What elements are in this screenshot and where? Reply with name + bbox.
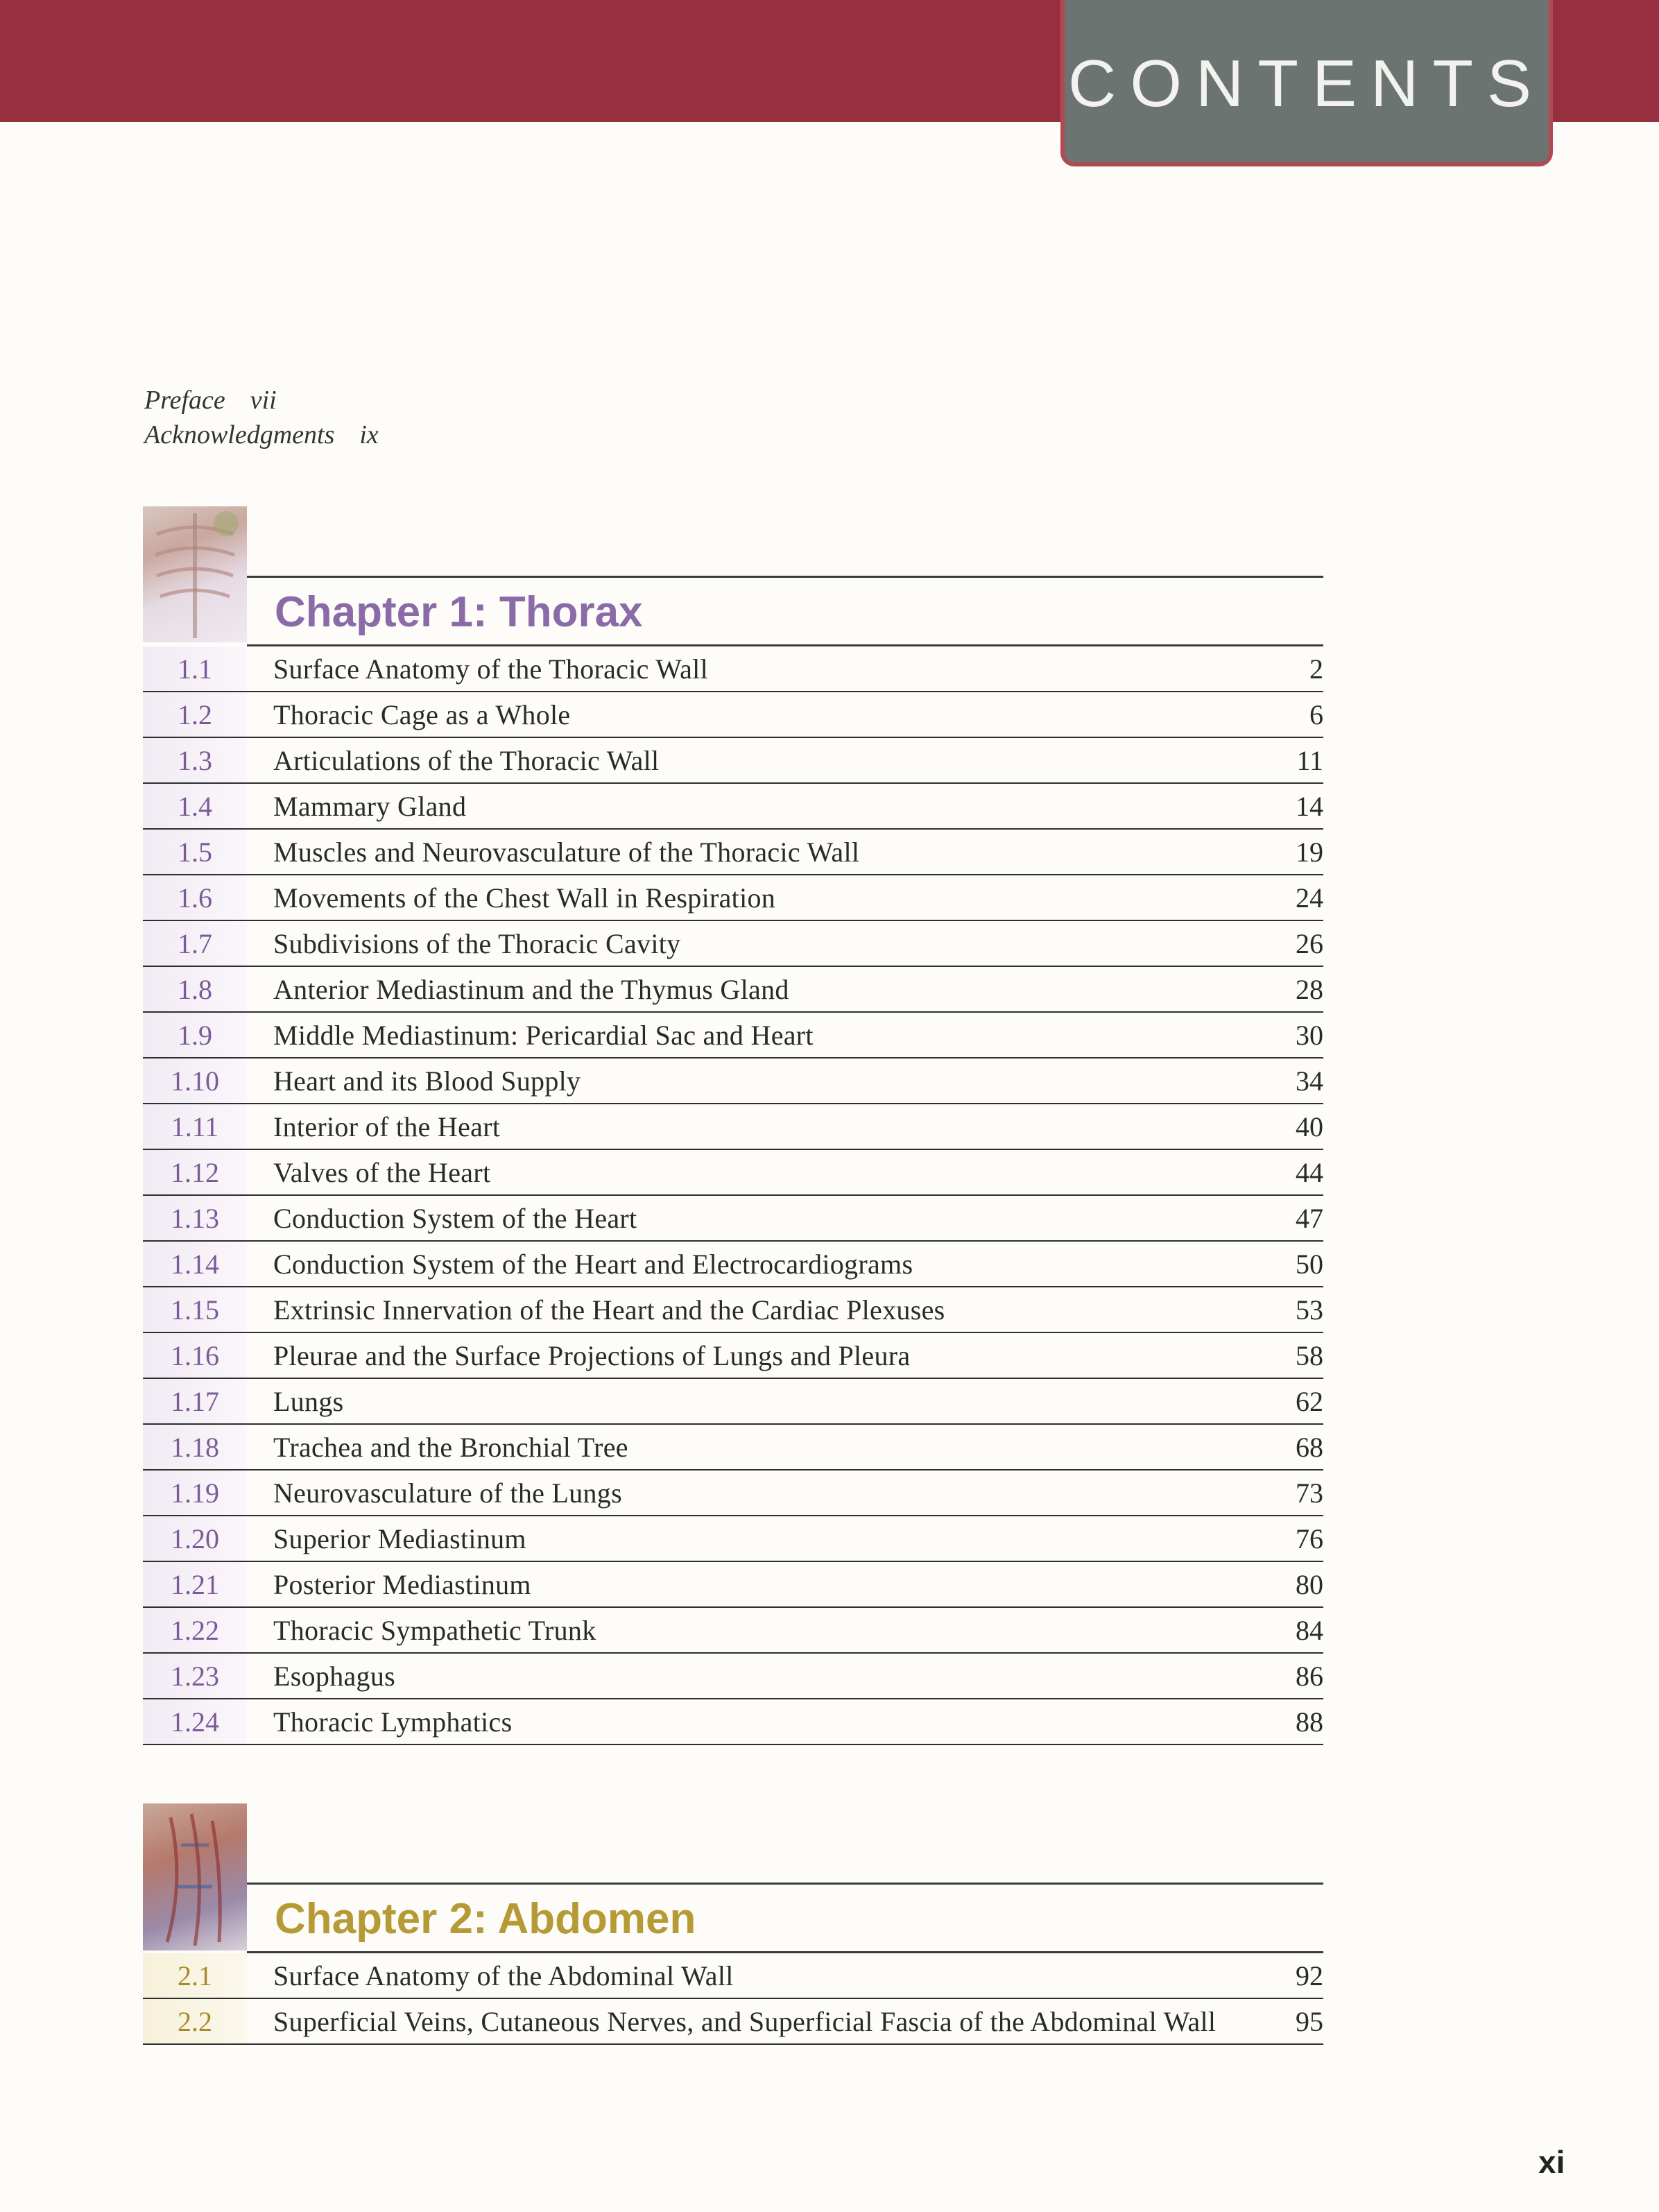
- toc-entry[interactable]: [143, 1196, 1323, 1242]
- entry-number: 1.7: [143, 921, 247, 966]
- entry-page: 6: [1309, 699, 1323, 730]
- entry-number: 1.24: [143, 1699, 247, 1744]
- entry-page: 50: [1296, 1249, 1323, 1280]
- entry-page: 30: [1296, 1020, 1323, 1051]
- toc-entry[interactable]: [143, 1425, 1323, 1471]
- entry-title: Superficial Veins, Cutaneous Nerves, and Superficial Fascia of the Abdominal Wall: [273, 2006, 1217, 2037]
- chapter-heading: [247, 1883, 1323, 1953]
- entry-page: 84: [1296, 1615, 1323, 1646]
- entry-title: Conduction System of the Heart: [273, 1203, 637, 1234]
- chapter-heading: [247, 576, 1323, 646]
- entry-number: 1.17: [143, 1379, 247, 1423]
- toc-entry[interactable]: [143, 1287, 1323, 1333]
- entry-page: 2: [1309, 653, 1323, 685]
- entry-page: 47: [1296, 1203, 1323, 1234]
- toc-entry[interactable]: [143, 646, 1323, 692]
- entry-page: 28: [1296, 974, 1323, 1005]
- toc-entry[interactable]: [143, 692, 1323, 738]
- toc-entry[interactable]: [143, 1608, 1323, 1654]
- entry-number: 1.2: [143, 692, 247, 737]
- entry-title: Articulations of the Thoracic Wall: [273, 745, 660, 776]
- entry-title: Superior Mediastinum: [273, 1523, 526, 1554]
- entry-page: 76: [1296, 1523, 1323, 1554]
- entry-number: 1.16: [143, 1333, 247, 1378]
- contents-tab: [1065, 0, 1549, 162]
- toc-entry[interactable]: [143, 738, 1323, 784]
- entry-page: 88: [1296, 1706, 1323, 1738]
- entry-number: 1.10: [143, 1058, 247, 1103]
- chapter-entries: [143, 646, 1323, 1745]
- toc-entry[interactable]: [143, 1242, 1323, 1287]
- toc-entry[interactable]: [143, 1013, 1323, 1058]
- entry-page: 68: [1296, 1432, 1323, 1463]
- entry-title: Extrinsic Innervation of the Heart and the Cardiac Plexuses: [273, 1294, 945, 1326]
- toc-entry[interactable]: [143, 1953, 1323, 1999]
- entry-page: 53: [1296, 1294, 1323, 1326]
- toc-entry[interactable]: [143, 1999, 1323, 2045]
- entry-page: 14: [1296, 791, 1323, 822]
- entry-title: Trachea and the Bronchial Tree: [273, 1432, 628, 1463]
- chapter-title: Chapter 1: Thorax: [275, 588, 643, 636]
- toc-entry[interactable]: [143, 830, 1323, 875]
- chapter-thumbnail-image: [143, 506, 247, 642]
- entry-number: 1.13: [143, 1196, 247, 1240]
- entry-number: 1.3: [143, 738, 247, 782]
- entry-title: Conduction System of the Heart and Electrocardiograms: [273, 1249, 913, 1280]
- entry-number: 1.1: [143, 646, 247, 691]
- entry-title: Anterior Mediastinum and the Thymus Gland: [273, 974, 789, 1005]
- entry-number: 1.6: [143, 875, 247, 920]
- toc-entry[interactable]: [143, 875, 1323, 921]
- front-matter-page: vii: [250, 386, 277, 415]
- front-matter: [144, 383, 379, 452]
- entry-title: Thoracic Cage as a Whole: [273, 699, 571, 730]
- abdomen-illustration-icon: [143, 1803, 247, 1950]
- entry-title: Surface Anatomy of the Abdominal Wall: [273, 1960, 734, 1991]
- entry-number: 1.15: [143, 1287, 247, 1332]
- entry-page: 40: [1296, 1111, 1323, 1142]
- entry-number: 1.8: [143, 967, 247, 1011]
- entry-number: 1.23: [143, 1654, 247, 1698]
- entry-number: 1.18: [143, 1425, 247, 1469]
- entry-page: 11: [1296, 745, 1323, 776]
- entry-title: Surface Anatomy of the Thoracic Wall: [273, 653, 709, 685]
- entry-number: 2.2: [143, 1999, 247, 2043]
- front-matter-item[interactable]: [144, 383, 379, 418]
- toc-entry[interactable]: [143, 1150, 1323, 1196]
- front-matter-label: Acknowledgments: [144, 420, 335, 449]
- entry-title: Thoracic Sympathetic Trunk: [273, 1615, 596, 1646]
- toc-entry[interactable]: [143, 1379, 1323, 1425]
- entry-title: Mammary Gland: [273, 791, 467, 822]
- toc-entry[interactable]: [143, 1104, 1323, 1150]
- chapter-entries: [143, 1953, 1323, 2045]
- entry-number: 1.19: [143, 1471, 247, 1515]
- page-number: xi: [1538, 2144, 1565, 2180]
- entry-page: 34: [1296, 1065, 1323, 1097]
- entry-number: 1.12: [143, 1150, 247, 1194]
- toc-entry[interactable]: [143, 1058, 1323, 1104]
- toc-entry[interactable]: [143, 921, 1323, 967]
- toc-entry[interactable]: [143, 1333, 1323, 1379]
- entry-title: Heart and its Blood Supply: [273, 1065, 581, 1097]
- thorax-illustration-icon: [143, 506, 247, 642]
- entry-number: 1.5: [143, 830, 247, 874]
- entry-page: 44: [1296, 1157, 1323, 1188]
- entry-title: Esophagus: [273, 1661, 396, 1692]
- entry-title: Valves of the Heart: [273, 1157, 491, 1188]
- front-matter-page: ix: [359, 420, 379, 449]
- front-matter-item[interactable]: [144, 418, 379, 452]
- entry-page: 80: [1296, 1569, 1323, 1600]
- toc-entry[interactable]: [143, 1699, 1323, 1745]
- entry-page: 58: [1296, 1340, 1323, 1371]
- toc-entry[interactable]: [143, 967, 1323, 1013]
- chapter-title: Chapter 2: Abdomen: [275, 1895, 696, 1943]
- entry-title: Interior of the Heart: [273, 1111, 501, 1142]
- entry-title: Pleurae and the Surface Projections of Lungs and Pleura: [273, 1340, 911, 1371]
- toc-entry[interactable]: [143, 1471, 1323, 1516]
- page-title: CONTENTS: [1068, 46, 1545, 121]
- entry-page: 86: [1296, 1661, 1323, 1692]
- toc-entry[interactable]: [143, 784, 1323, 830]
- entry-page: 73: [1296, 1477, 1323, 1509]
- chapter-thumbnail-image: [143, 1803, 247, 1950]
- entry-title: Middle Mediastinum: Pericardial Sac and Heart: [273, 1020, 814, 1051]
- entry-page: 95: [1296, 2006, 1323, 2037]
- entry-page: 62: [1296, 1386, 1323, 1417]
- entry-page: 19: [1296, 837, 1323, 868]
- entry-number: 1.14: [143, 1242, 247, 1286]
- entry-number: 1.20: [143, 1516, 247, 1561]
- entry-title: Subdivisions of the Thoracic Cavity: [273, 928, 681, 959]
- entry-number: 1.9: [143, 1013, 247, 1057]
- entry-title: Thoracic Lymphatics: [273, 1706, 513, 1738]
- entry-number: 1.11: [143, 1104, 247, 1149]
- entry-number: 1.4: [143, 784, 247, 828]
- entry-number: 1.21: [143, 1562, 247, 1606]
- entry-page: 24: [1296, 882, 1323, 914]
- entry-title: Lungs: [273, 1386, 344, 1417]
- entry-page: 26: [1296, 928, 1323, 959]
- toc-entry[interactable]: [143, 1516, 1323, 1562]
- toc-entry[interactable]: [143, 1654, 1323, 1699]
- entry-number: 2.1: [143, 1953, 247, 1998]
- entry-title: Neurovasculature of the Lungs: [273, 1477, 622, 1509]
- toc-entry[interactable]: [143, 1562, 1323, 1608]
- entry-title: Posterior Mediastinum: [273, 1569, 531, 1600]
- front-matter-label: Preface: [144, 386, 225, 415]
- entry-number: 1.22: [143, 1608, 247, 1652]
- entry-title: Muscles and Neurovasculature of the Thoracic Wall: [273, 837, 860, 868]
- entry-title: Movements of the Chest Wall in Respiration: [273, 882, 776, 914]
- entry-page: 92: [1296, 1960, 1323, 1991]
